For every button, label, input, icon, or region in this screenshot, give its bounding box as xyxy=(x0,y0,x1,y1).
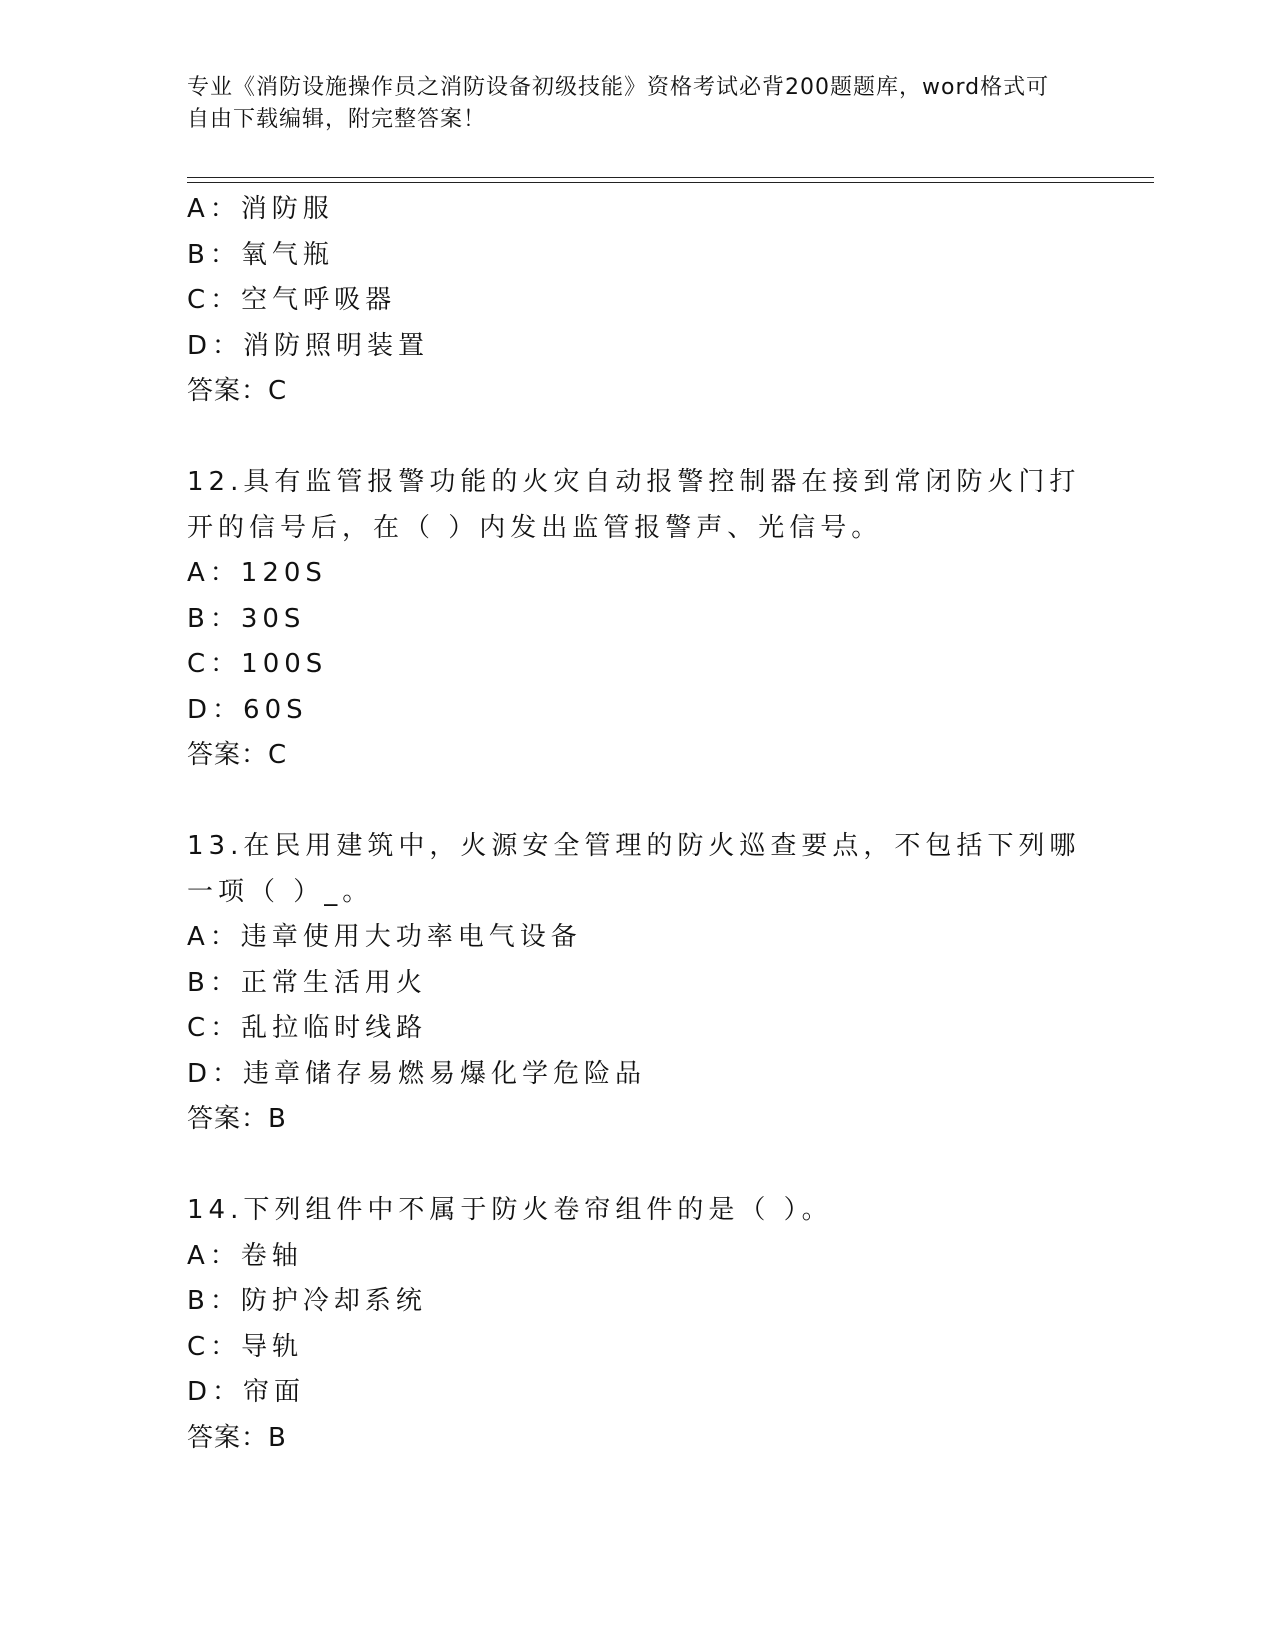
option-c: C：空气呼吸器 xyxy=(187,285,397,315)
option-c: C：乱拉临时线路 xyxy=(187,1013,428,1043)
option-b: B：防护冷却系统 xyxy=(187,1286,427,1316)
option-b: B：30S xyxy=(187,603,306,634)
option-d: D：60S xyxy=(187,694,308,725)
option-d: D：帘面 xyxy=(187,1377,306,1407)
question-block-14 xyxy=(187,1188,1087,1461)
option-a: A：卷轴 xyxy=(187,1240,303,1271)
question-text: 14.下列组件中不属于防火卷帘组件的是（ ）。 xyxy=(187,1195,833,1225)
header-rule-top xyxy=(187,177,1154,178)
option-a: A：违章使用大功率电气设备 xyxy=(187,922,582,952)
option-a: A：120S xyxy=(187,558,327,588)
option-c: C：导轨 xyxy=(187,1331,304,1362)
spacer xyxy=(187,1143,1087,1189)
option-c: C：100S xyxy=(187,649,328,679)
spacer xyxy=(187,779,1087,825)
question-list xyxy=(187,187,1087,1461)
question-text: 12.具有监管报警功能的火灾自动报警控制器在接到常闭防火门打开的信号后，在（ ）内发出监管报警声、光信号。 xyxy=(187,467,1081,543)
option-a: A：消防服 xyxy=(187,194,334,224)
option-b: B：氧气瓶 xyxy=(187,239,334,270)
answer-line: 答案：C xyxy=(187,740,288,770)
spacer xyxy=(187,415,1087,461)
answer-line: 答案：C xyxy=(187,376,288,406)
option-d: D：消防照明装置 xyxy=(187,330,430,361)
option-d: D：违章储存易燃易爆化学危险品 xyxy=(187,1058,647,1089)
question-block-13 xyxy=(187,824,1087,1143)
option-b: B：正常生活用火 xyxy=(187,967,427,998)
question-text: 13.在民用建筑中，火源安全管理的防火巡查要点，不包括下列哪一项（ ）_。 xyxy=(187,831,1081,907)
question-block-11 xyxy=(187,187,1087,415)
question-block-12 xyxy=(187,460,1087,779)
header-rule-bottom xyxy=(187,182,1154,183)
document-header: 专业《消防设施操作员之消防设备初级技能》资格考试必背200题题库，word格式可自由下载编辑，附完整答案！ xyxy=(187,75,1050,132)
answer-line: 答案：B xyxy=(187,1104,287,1134)
answer-line: 答案：B xyxy=(187,1422,287,1453)
